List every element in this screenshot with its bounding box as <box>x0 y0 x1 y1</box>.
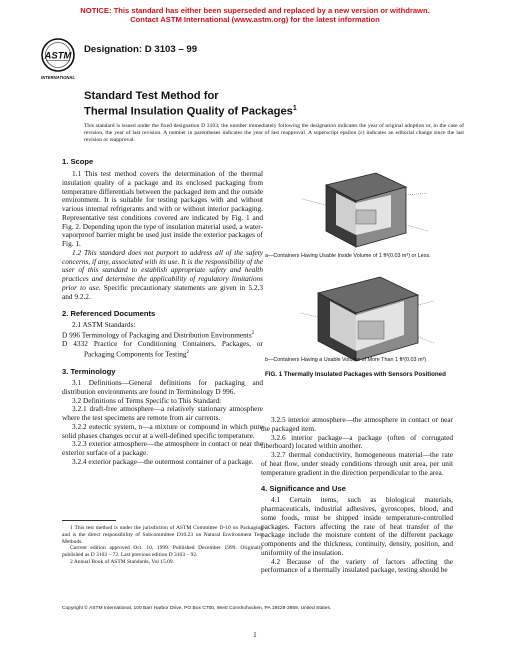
para-3-2-6: 3.2.6 interior package—a package (often of corrugated fiberboard) located within another. <box>261 432 453 451</box>
para-3-2-4: 3.2.4 exterior package—the outermost container of a package. <box>72 456 254 466</box>
left-column <box>62 157 263 467</box>
para-3-1: 3.1 Definitions—General definitions for packaging and distribution environments are found in Terminology D 996. <box>62 378 263 396</box>
footnote-1b: Current edition approved Oct. 10, 1999. Published December 1999. Originally published as D 3103 – 72. Last previous edition D 3103 – 92. <box>62 545 263 559</box>
para-3-2-5: 3.2.5 interior atmosphere—the atmosphere in contact or near the packaged item. <box>261 415 453 433</box>
issued-note: This standard is issued under the fixed designation D 3103; the number immediately following the designation indicates the year of original adoption or, in the case of revision, the year of last revision. A number in parentheses indicates the year of last reapproval. A superscript epsilon (ε) indicates an editorial change since the last revision or reapproval. <box>84 123 464 144</box>
footnote-rule <box>62 520 116 521</box>
title-line-2 <box>84 103 297 118</box>
para-3-2-3: 3.2.3 exterior atmosphere—the atmosphere in contact or near the exterior surface of a package. <box>62 439 263 458</box>
footnote-1: 1 This test method is under the jurisdiction of ASTM Committee D-10 on Packaging and is the direct responsibility of Subcommittee D10.23 on Natural Environment Test Methods. <box>62 525 263 545</box>
para-4-1: 4.1 Certain items, such as biological materials, pharmaceuticals, industrial adhesives, gyroscopes, blood, and some foods, must be shipped inside temperature-controlled packages. Factors affecting the rate of heat transfer of the package include the moisture content of the different package components and the thickness, continuity, density, position, and uniformity of the insulation. <box>261 495 453 557</box>
figure-1a-caption: a—Containers Having Usable Inside Volume of 1 ft³(0.03 m³) or Less. <box>265 253 431 259</box>
para-4-2: 4.2 Because of the variety of factors affecting the performance of a thermally insulated package, testing should be <box>261 556 453 575</box>
title-text: Thermal Insulation Quality of Packages <box>84 105 293 118</box>
footnote-2: 2 Annual Book of ASTM Standards, Vol 15.09. <box>70 558 174 565</box>
figure-1b-image <box>296 265 436 365</box>
footnotes <box>62 525 263 566</box>
para-3-2-7: 3.2.7 thermal conductivity, homogeneous material—the rate of heat flow, under steady conditions through unit area, per unit temperature gradient in the direction perpendicular to the area. <box>261 450 453 477</box>
page-number: 1 <box>253 630 257 639</box>
para-1-2 <box>62 249 263 302</box>
document-title <box>84 90 297 118</box>
ref-d996-text: D 996 Terminology of Packaging and Distribution Environments <box>62 330 252 340</box>
ref-d4332-sup: 2 <box>186 349 190 355</box>
notice-line-2: Contact ASTM International (www.astm.org) for the latest information <box>130 15 380 25</box>
para-1-2-rest: Specific precautionary statements are given in 5.2.3 and 9.2.2. <box>62 282 263 301</box>
ref-d996-sup: 2 <box>251 331 255 336</box>
para-1-2-italic: 1.2 This standard does not purport to address all of the safety concerns, if any, associated with its use. It is the responsibility of the user of this standard to establish appropriate safety and health practices and determine the applicability of regulatory limitations prior to use. <box>62 247 263 292</box>
scope-heading: 1. Scope <box>62 157 94 166</box>
copyright: Copyright © ASTM International, 100 Barr Harbor Drive, PO Box C700, West Conshohocken, PA 19428-2959, United States. <box>62 606 332 611</box>
withdrawal-notice <box>0 6 510 25</box>
notice-line-1: NOTICE: This standard has either been superseded and replaced by a new version or withdrawn. <box>80 6 430 15</box>
para-3-2: 3.2 Definitions of Terms Specific to This Standard: <box>72 395 222 405</box>
title-line-1: Standard Test Method for <box>84 90 219 102</box>
referenced-docs-heading: 2. Referenced Documents <box>62 309 156 319</box>
right-column <box>261 416 453 575</box>
title-footnote-mark: 1 <box>292 104 297 112</box>
figure-1a-image <box>296 155 436 255</box>
terminology-heading: 3. Terminology <box>62 367 116 377</box>
figure-1b-caption: b—Containers Having a Usable Volume of More Than 1 ft³(0.03 m³) <box>265 357 427 363</box>
para-3-2-1: 3.2.1 draft-free atmosphere—a relatively stationary atmosphere where the test specimens are remote from air currents. <box>62 404 263 423</box>
figure-1-title: FIG. 1 Thermally Insulated Packages with Sensors Positioned <box>265 371 446 378</box>
astm-logo <box>40 37 76 81</box>
para-3-2-2: 3.2.2 eutectic system, n—a mixture or compound in which pure solid phases changes occur at a well-defined specific temperature. <box>62 421 263 440</box>
para-2-1: 2.1 ASTM Standards: <box>72 320 136 330</box>
ref-d4332 <box>62 340 263 359</box>
designation: Designation: D 3103 – 99 <box>84 44 198 55</box>
ref-d4332-text: D 4332 Practice for Conditioning Containers, Packages, or Packaging Components for Testing <box>62 339 263 359</box>
logo-subtext: INTERNATIONAL <box>41 75 75 80</box>
logo-text: ASTM <box>44 50 72 62</box>
para-1-1: 1.1 This test method covers the determination of the thermal insulation quality of a package and its enclosed packaging from temperature differentials between the packaged item and the outside environment. It is suitable for testing packages with and without various internal refrigerants and with or without interior packaging. Representative test conditions covered are indicated by Fig. 1 and Fig. 2. Depending upon the type of insulation material used, a water-vaporproof barrier might be used just inside the exterior packages of Fig. 1. <box>62 169 263 248</box>
significance-heading: 4. Significance and Use <box>261 484 346 494</box>
